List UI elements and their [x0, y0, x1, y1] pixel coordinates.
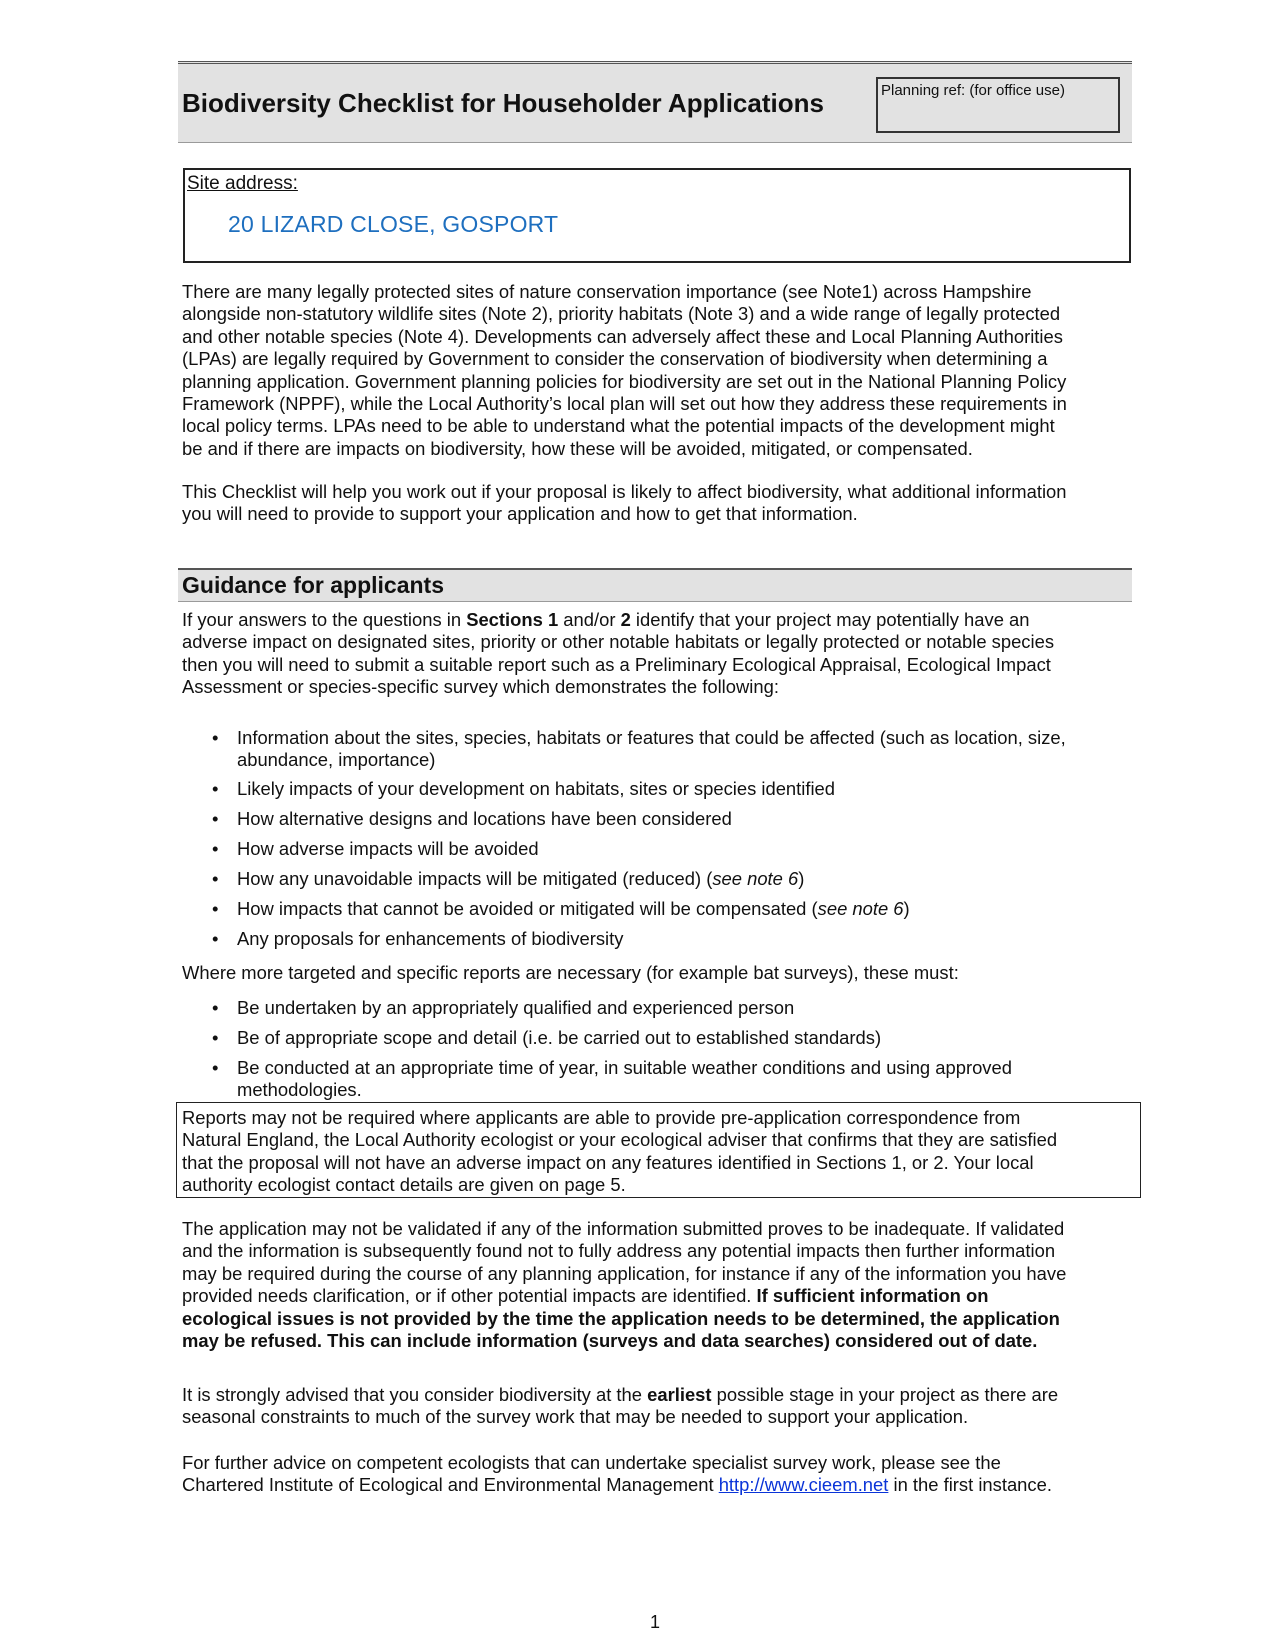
text-line: alongside non-statutory wildlife sites (Note 2), priority habitats (Note 3) and a wide range of legally protected — [182, 303, 1061, 325]
bold-text: earliest — [647, 1384, 712, 1405]
bullet-icon: • — [212, 1027, 219, 1048]
bullet-icon: • — [212, 898, 219, 919]
bold-text: 2 — [620, 609, 631, 630]
text-line: local policy terms. LPAs need to be able to understand what the potential impacts of the development might — [182, 415, 1055, 437]
text-line: adverse impact on designated sites, priority or other notable habitats or legally protected or notable species — [182, 631, 1055, 653]
text-run: identify that your project may potentially have an — [630, 609, 1030, 630]
list-item — [237, 868, 1127, 890]
list-item: How adverse impacts will be avoided — [237, 838, 539, 859]
bullet-icon: • — [212, 928, 219, 949]
list-item — [237, 898, 1127, 920]
text-run: If your answers to the questions in — [182, 609, 467, 630]
text-run: How any unavoidable impacts will be mitigated (reduced) ( — [237, 868, 713, 889]
text-line: may be refused. This can include information (surveys and data searches) considered out of date. — [182, 1330, 1038, 1352]
bullet-icon: • — [212, 997, 219, 1018]
list-item: How alternative designs and locations have been considered — [237, 808, 732, 829]
bullet-icon: • — [212, 838, 219, 859]
text-line: then you will need to submit a suitable report such as a Preliminary Ecological Appraisal, Ecological Impact — [182, 653, 1051, 675]
text-line: authority ecologist contact details are given on page 5. — [182, 1174, 626, 1196]
guidance-intro — [182, 609, 1130, 699]
text-line: methodologies. — [237, 1079, 362, 1101]
document-title: Biodiversity Checklist for Householder Applications — [182, 88, 824, 118]
text-line: There are many legally protected sites of nature conservation importance (see Note1) across Hampshire — [182, 281, 1032, 302]
intro-paragraph-2 — [182, 481, 1130, 526]
italic-text: see note 6 — [817, 898, 904, 919]
text-line: ecological issues is not provided by the time the application needs to be determined, the application — [182, 1307, 1060, 1329]
text-run: How impacts that cannot be avoided or mitigated will be compensated ( — [237, 898, 818, 919]
text-line — [182, 1285, 1130, 1307]
text-line — [182, 1384, 1130, 1406]
site-address-value[interactable]: 20 LIZARD CLOSE, GOSPORT — [228, 211, 559, 237]
text-line: Be conducted at an appropriate time of year, in suitable weather conditions and using approved — [237, 1057, 1012, 1078]
text-line: be and if there are impacts on biodiversity, how these will be avoided, mitigated, or compensated. — [182, 437, 973, 459]
text-run: Chartered Institute of Ecological and Environmental Management — [182, 1474, 719, 1496]
bullet-icon: • — [212, 868, 219, 889]
text-run: ) — [903, 898, 910, 919]
text-line: planning application. Government planning policies for biodiversity are set out in the National Planning Policy — [182, 370, 1067, 392]
cieem-link[interactable]: http://www.cieem.net — [718, 1474, 889, 1496]
list-item: Be undertaken by an appropriately qualified and experienced person — [237, 997, 795, 1018]
bullet-icon: • — [212, 778, 219, 799]
bullet-icon: • — [212, 727, 219, 748]
text-line: seasonal constraints to much of the survey work that may be needed to support your application. — [182, 1406, 969, 1428]
text-run: and/or — [558, 609, 621, 630]
text-run: It is strongly advised that you consider biodiversity at the — [182, 1384, 648, 1405]
page-number: 1 — [650, 1612, 661, 1632]
notice-text — [182, 1107, 1132, 1197]
text-line: Reports may not be required where applicants are able to provide pre-application correspondence from — [182, 1107, 1021, 1128]
text-line: Information about the sites, species, habitats or features that could be affected (such as location, size, — [237, 727, 1066, 748]
text-line — [182, 609, 1130, 631]
text-line: abundance, importance) — [237, 749, 436, 771]
text-line: that the proposal will not have an adverse impact on any features identified in Sections 1, or 2. Your local — [182, 1151, 1034, 1173]
text-line: Assessment or species-specific survey which demonstrates the following: — [182, 676, 779, 698]
earliest-paragraph — [182, 1384, 1130, 1429]
site-address-label: Site address: — [187, 173, 298, 194]
text-run: in the first instance. — [888, 1474, 1052, 1496]
bullet-icon: • — [212, 808, 219, 829]
planning-ref-label: Planning ref: (for office use) — [881, 82, 1065, 99]
bold-text: Sections 1 — [466, 609, 559, 630]
list-item: Be of appropriate scope and detail (i.e. be carried out to established standards) — [237, 1027, 882, 1048]
text-line: This Checklist will help you work out if your proposal is likely to affect biodiversity, what additional information — [182, 481, 1067, 502]
bullet-icon: • — [212, 1057, 219, 1078]
text-line: The application may not be validated if any of the information submitted proves to be inadequate. If validated — [182, 1218, 1065, 1239]
validation-paragraph — [182, 1218, 1130, 1352]
text-run: possible stage in your project as there are — [711, 1384, 1059, 1405]
text-line: you will need to provide to support your application and how to get that information. — [182, 503, 858, 525]
list-item — [237, 727, 1127, 772]
text-line: (LPAs) are legally required by Government to consider the conservation of biodiversity when determining a — [182, 348, 1048, 370]
intro-paragraph-1 — [182, 281, 1130, 460]
text-line: and the information is subsequently found not to fully address any potential impacts then further information — [182, 1240, 1056, 1262]
text-line: Natural England, the Local Authority ecologist or your ecological adviser that confirms that they are satisfied — [182, 1129, 1058, 1151]
list-item: Any proposals for enhancements of biodiversity — [237, 928, 624, 949]
text-line — [182, 1474, 1130, 1496]
text-line: Framework (NPPF), while the Local Authority’s local plan will set out how they address these requirements in — [182, 393, 1067, 415]
text-run: ) — [798, 868, 805, 889]
bold-text: If sufficient information on — [756, 1285, 989, 1307]
text-line: and other notable species (Note 4). Developments can adversely affect these and Local Planning Authorities — [182, 325, 1063, 347]
list-item — [237, 1057, 1127, 1102]
targeted-reports-intro: Where more targeted and specific reports are necessary (for example bat surveys), these must: — [182, 962, 959, 983]
guidance-heading: Guidance for applicants — [182, 572, 444, 598]
list-item: Likely impacts of your development on habitats, sites or species identified — [237, 778, 836, 799]
text-line: For further advice on competent ecologists that can undertake specialist survey work, please see the — [182, 1452, 1001, 1473]
italic-text: see note 6 — [712, 868, 799, 889]
text-line: may be required during the course of any planning application, for instance if any of the information you have — [182, 1262, 1067, 1284]
text-run: provided needs clarification, or if other potential impacts are identified. — [182, 1285, 757, 1307]
advice-paragraph — [182, 1452, 1130, 1497]
